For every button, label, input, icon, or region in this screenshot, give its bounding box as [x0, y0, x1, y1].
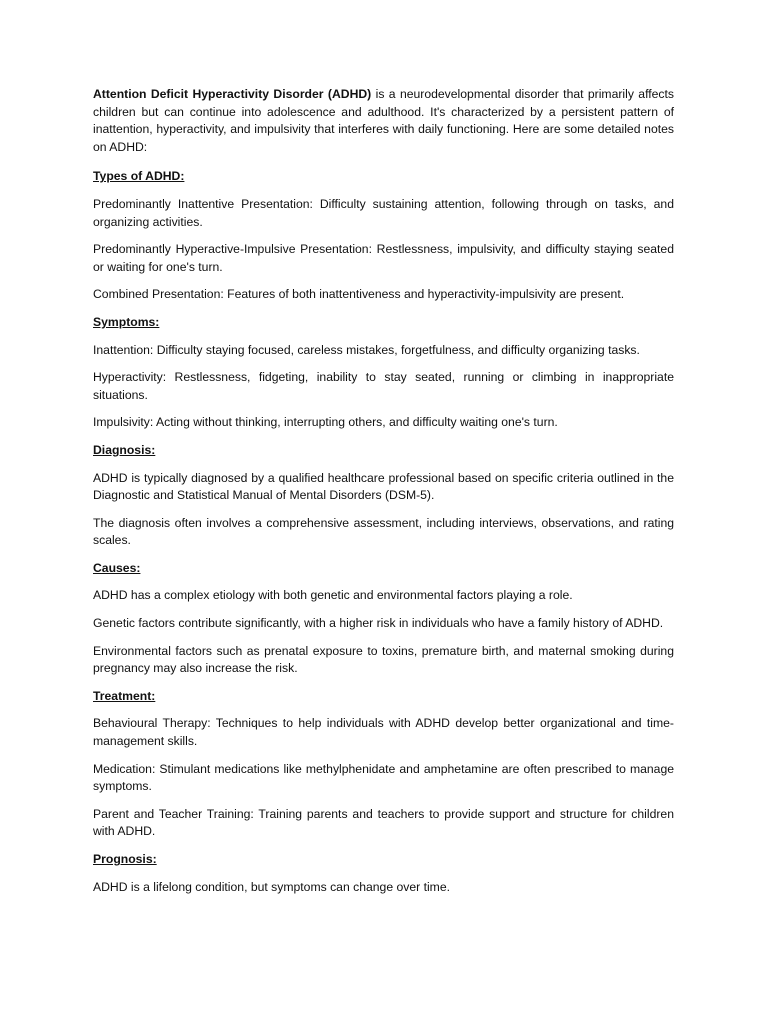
causes-item: Genetic factors contribute significantly, with a higher risk in individuals who have a family history of ADHD.: [93, 616, 664, 631]
prognosis-item: ADHD is a lifelong condition, but symptoms can change over time.: [93, 879, 450, 894]
section-heading-types: Types of ADHD:: [93, 169, 185, 184]
treatment-item: Medication: Stimulant medications like methylphenidate and amphetamine are often prescribed to manage symptoms.: [93, 761, 674, 794]
section-heading-symptoms: Symptoms:: [93, 314, 160, 329]
causes-item: ADHD has a complex etiology with both genetic and environmental factors playing a role.: [93, 588, 573, 603]
types-item: Predominantly Hyperactive-Impulsive Presentation: Restlessness, impulsivity, and difficulty staying seated or waiting for one's turn.: [93, 242, 674, 274]
types-item: Combined Presentation: Features of both inattentiveness and hyperactivity-impulsivity are present.: [93, 287, 625, 302]
treatment-item: Behavioural Therapy: Techniques to help individuals with ADHD develop better organizational and time-management skills.: [93, 716, 674, 749]
section-heading-causes: Causes:: [93, 560, 141, 575]
section-heading-treatment: Treatment:: [93, 688, 156, 703]
symptoms-item: Inattention: Difficulty staying focused, careless mistakes, forgetfulness, and difficulty organizing tasks.: [93, 342, 640, 357]
section-heading-diagnosis: Diagnosis:: [93, 442, 156, 457]
treatment-item: Parent and Teacher Training: Training parents and teachers to provide support and structure for children with ADHD.: [93, 806, 674, 839]
document-page: [93, 86, 674, 906]
intro-text: is a neurodevelopmental disorder that primarily affects children but can continue into adolescence and adulthood. It's characterized by a persistent pattern of inattention, hyperactivity, and impulsivity that interferes with daily functioning. Here are some detailed notes on ADHD:: [93, 87, 674, 154]
intro-term: Attention Deficit Hyperactivity Disorder (ADHD): [93, 87, 372, 101]
intro-paragraph: [93, 86, 674, 156]
diagnosis-item: ADHD is typically diagnosed by a qualified healthcare professional based on specific criteria outlined in the Diagnostic and Statistical Manual of Mental Disorders (DSM-5).: [93, 470, 674, 503]
causes-item: Environmental factors such as prenatal exposure to toxins, premature birth, and maternal smoking during pregnancy may also increase the risk.: [93, 643, 674, 676]
symptoms-item: Impulsivity: Acting without thinking, interrupting others, and difficulty waiting one's turn.: [93, 415, 558, 430]
types-item: Predominantly Inattentive Presentation: Difficulty sustaining attention, following through on tasks, and organizing activities.: [93, 196, 674, 229]
section-heading-prognosis: Prognosis:: [93, 852, 157, 866]
symptoms-item: Hyperactivity: Restlessness, fidgeting, inability to stay seated, running or climbing in inappropriate situations.: [93, 370, 674, 402]
diagnosis-item: The diagnosis often involves a comprehensive assessment, including interviews, observations, and rating scales.: [93, 515, 674, 548]
